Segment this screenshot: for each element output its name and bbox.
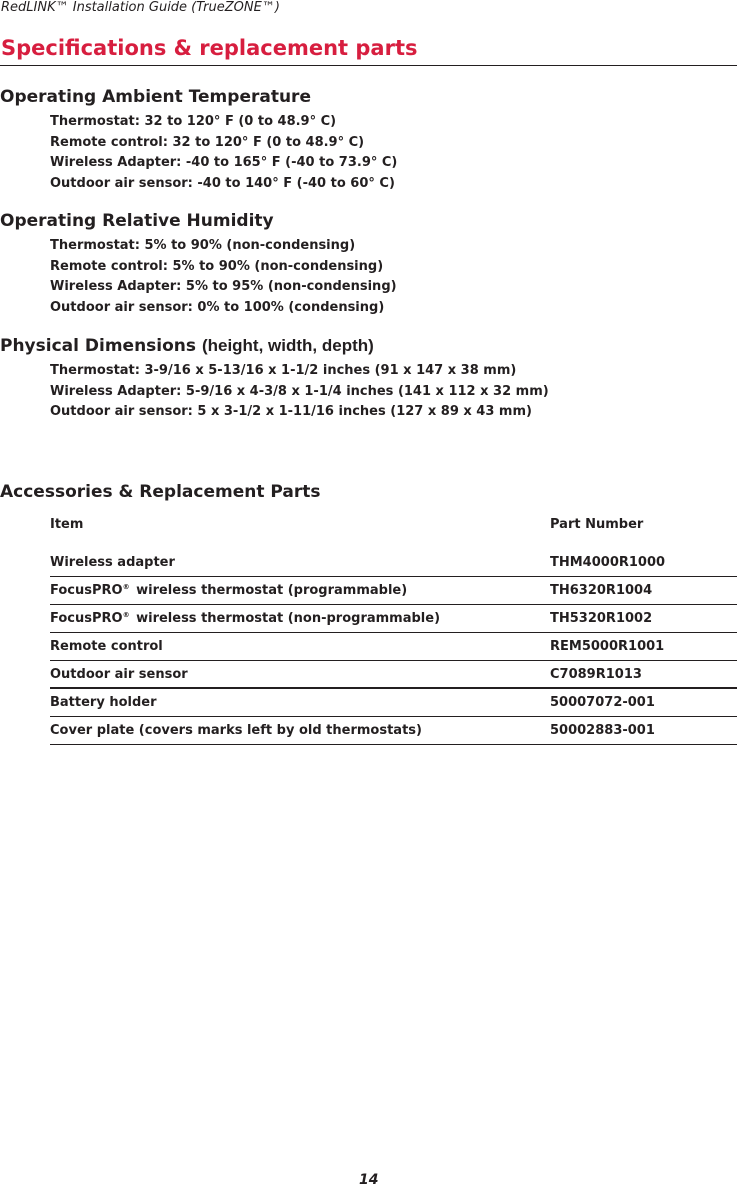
item-name: FocusPRO: [50, 583, 123, 598]
table-row: [50, 577, 737, 605]
part-number-cell: 50007072-001: [550, 695, 655, 710]
table-row: [50, 549, 737, 577]
spec-line: Thermostat: 32 to 120° F (0 to 48.9° C): [50, 114, 337, 129]
item-cell: [50, 667, 188, 682]
physical-dimensions-section: [0, 335, 549, 423]
accessories-heading: Accessories & Replacement Parts: [0, 482, 321, 502]
part-number-cell: TH6320R1004: [550, 583, 653, 598]
table-row: [50, 689, 737, 717]
section-heading: [0, 335, 549, 357]
spec-line: Wireless Adapter: 5-9/16 x 4-3/8 x 1-1/4 inches (141 x 112 x 32 mm): [50, 383, 549, 399]
item-name: FocusPRO: [50, 611, 123, 626]
table-row: [50, 717, 737, 745]
column-header-part-number: Part Number: [550, 517, 644, 532]
item-name: Remote control: [50, 639, 163, 654]
running-header: RedLINK™ Installation Guide (TrueZONE™): [1, 0, 280, 15]
parts-table: [50, 515, 737, 745]
spec-line: Outdoor air sensor: -40 to 140° F (-40 to 60° C): [50, 175, 395, 191]
part-number-cell: TH5320R1002: [550, 611, 653, 626]
table-header: [50, 515, 737, 549]
spec-line: Outdoor air sensor: 0% to 100% (condensing): [50, 299, 385, 315]
part-number-cell: THM4000R1000: [550, 555, 666, 570]
item-name: Cover plate (covers marks left by old thermostats): [50, 723, 422, 738]
item-description: wireless thermostat (programmable): [131, 583, 408, 598]
operating-temperature-section: [0, 86, 397, 194]
item-cell: [50, 583, 407, 598]
item-name: Wireless adapter: [50, 555, 175, 570]
item-cell: [50, 611, 440, 626]
item-cell: [50, 639, 163, 654]
item-cell: [50, 555, 175, 570]
operating-humidity-section: [0, 210, 397, 318]
registered-mark: ®: [122, 611, 130, 619]
section-heading-text: Physical Dimensions: [0, 336, 197, 356]
spec-line: Thermostat: 3-9/16 x 5-13/16 x 1-1/2 inches (91 x 147 x 38 mm): [50, 363, 517, 378]
table-row: [50, 633, 737, 661]
section-heading: Operating Ambient Temperature: [0, 87, 311, 107]
spec-line: Wireless Adapter: -40 to 165° F (-40 to 73.9° C): [50, 155, 398, 170]
title-divider: [0, 65, 737, 66]
spec-line: Remote control: 32 to 120° F (0 to 48.9° C): [50, 134, 365, 150]
part-number-cell: C7089R1013: [550, 667, 642, 682]
spec-line: Wireless Adapter: 5% to 95% (non-condensing): [50, 279, 397, 294]
item-name: Outdoor air sensor: [50, 667, 188, 682]
table-row: [50, 661, 737, 689]
part-number-cell: REM5000R1001: [550, 639, 665, 654]
column-header-item: Item: [50, 517, 84, 532]
section-heading: Operating Relative Humidity: [0, 211, 274, 231]
registered-mark: ®: [122, 583, 130, 591]
table-row: [50, 605, 737, 633]
part-number-cell: 50002883-001: [550, 723, 655, 738]
section-heading-suffix: (height, width, depth): [201, 336, 374, 355]
item-description: wireless thermostat (non-programmable): [131, 611, 441, 626]
page-title: Specifications & replacement parts: [1, 36, 418, 60]
spec-line: Remote control: 5% to 90% (non-condensing): [50, 258, 384, 274]
spec-line: Thermostat: 5% to 90% (non-condensing): [50, 238, 356, 253]
item-name: Battery holder: [50, 695, 157, 710]
item-cell: [50, 723, 422, 738]
item-cell: [50, 695, 157, 710]
page-number: 14: [359, 1172, 379, 1188]
spec-line: Outdoor air sensor: 5 x 3-1/2 x 1-11/16 inches (127 x 89 x 43 mm): [50, 404, 532, 419]
